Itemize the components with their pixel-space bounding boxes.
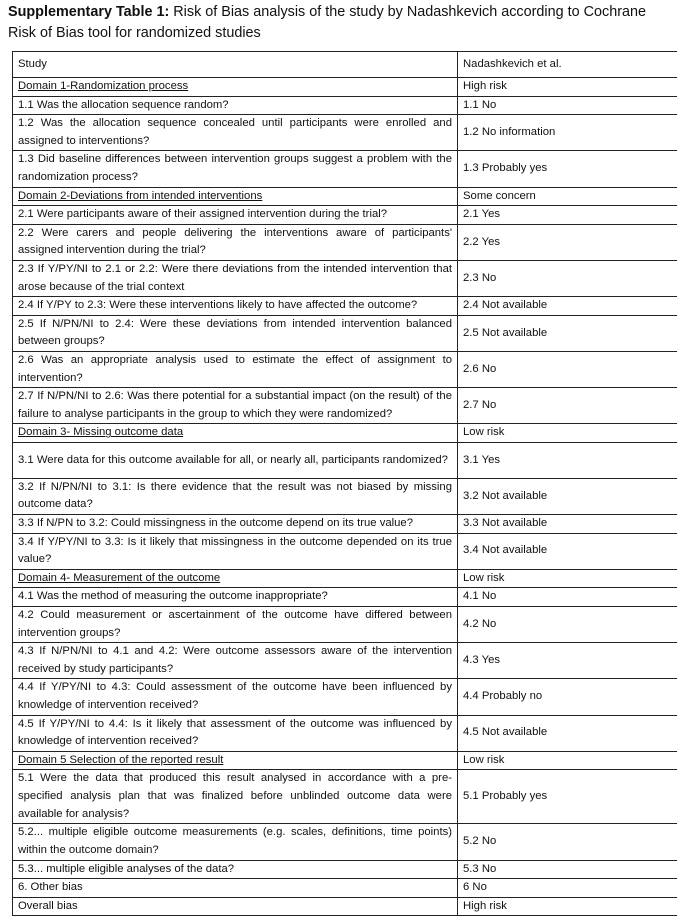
table-row bbox=[13, 588, 677, 607]
table-row bbox=[13, 897, 677, 916]
table-row bbox=[13, 515, 677, 534]
question-cell: 6. Other bias bbox=[13, 879, 458, 898]
table-row bbox=[13, 151, 677, 187]
table-header-row bbox=[13, 52, 677, 78]
header-author: Nadashkevich et al. bbox=[458, 52, 677, 78]
domain-title: Domain 5 Selection of the reported result bbox=[18, 753, 224, 766]
question-cell: Overall bias bbox=[13, 897, 458, 916]
domain-row bbox=[13, 187, 677, 206]
answer-cell: 4.2 No bbox=[458, 607, 677, 643]
table-row bbox=[13, 442, 677, 478]
answer-cell: 2.5 Not available bbox=[458, 315, 677, 351]
domain-title: Domain 1-Randomization process bbox=[18, 80, 189, 92]
table-row bbox=[13, 679, 677, 715]
table-row bbox=[13, 607, 677, 643]
question-cell: 3.3 If N/PN to 3.2: Could missingness in the outcome depend on its true value? bbox=[13, 515, 458, 534]
answer-cell: 2.4 Not available bbox=[458, 297, 677, 316]
table-row bbox=[13, 260, 677, 296]
question-cell: 2.4 If Y/PY to 2.3: Were these interventions likely to have affected the outcome? bbox=[13, 297, 458, 316]
answer-cell: 4.1 No bbox=[458, 588, 677, 607]
table-row bbox=[13, 351, 677, 387]
domain-title: Domain 3- Missing outcome data bbox=[18, 426, 184, 439]
question-cell: 2.1 Were participants aware of their assigned intervention during the trial? bbox=[13, 206, 458, 225]
caption-text: Risk of Bias analysis of the study by Nadashkevich according to Cochrane Risk of Bias tool for randomized studies bbox=[8, 4, 647, 41]
question-cell: 1.2 Was the allocation sequence concealed until participants were enrolled and assigned to interventions? bbox=[13, 115, 458, 151]
answer-cell: 1.2 No information bbox=[458, 115, 677, 151]
question-cell: 2.2 Were carers and people delivering the interventions aware of participants' assigned intervention during the trial? bbox=[13, 224, 458, 260]
answer-cell: 3.1 Yes bbox=[458, 442, 677, 478]
answer-cell: 5.1 Probably yes bbox=[458, 770, 677, 824]
domain-judgement: Low risk bbox=[458, 751, 677, 770]
answer-cell: 4.3 Yes bbox=[458, 643, 677, 679]
domain-judgement: Low risk bbox=[458, 569, 677, 588]
question-cell: 2.5 If N/PN/NI to 2.4: Were these deviations from intended intervention balanced between groups? bbox=[13, 315, 458, 351]
answer-cell: 5.2 No bbox=[458, 824, 677, 860]
question-cell: 4.1 Was the method of measuring the outcome inappropriate? bbox=[13, 588, 458, 607]
question-cell: 4.5 If Y/PY/NI to 4.4: Is it likely that assessment of the outcome was influenced by knowledge of intervention received? bbox=[13, 715, 458, 751]
answer-cell: 2.1 Yes bbox=[458, 206, 677, 225]
table-row bbox=[13, 715, 677, 751]
question-cell: 2.7 If N/PN/NI to 2.6: Was there potential for a substantial impact (on the result) of the failure to analyse participants in the group to which they were randomized? bbox=[13, 388, 458, 424]
domain-judgement: High risk bbox=[458, 78, 677, 97]
table-row bbox=[13, 860, 677, 879]
answer-cell: 6 No bbox=[458, 879, 677, 898]
question-cell: 5.1 Were the data that produced this result analysed in accordance with a pre-specified analysis plan that was finalized before unblinded outcome data were available for analysis? bbox=[13, 770, 458, 824]
domain-title: Domain 4- Measurement of the outcome bbox=[18, 571, 221, 584]
answer-cell: 1.3 Probably yes bbox=[458, 151, 677, 187]
domain-row bbox=[13, 569, 677, 588]
table-row bbox=[13, 533, 677, 569]
table-row bbox=[13, 478, 677, 514]
domain-judgement: Some concern bbox=[458, 187, 677, 206]
answer-cell: 5.3 No bbox=[458, 860, 677, 879]
question-cell: 3.4 If Y/PY/NI to 3.3: Is it likely that missingness in the outcome depended on its true value? bbox=[13, 533, 458, 569]
domain-row bbox=[13, 751, 677, 770]
answer-cell: 3.4 Not available bbox=[458, 533, 677, 569]
table-row bbox=[13, 643, 677, 679]
table-row bbox=[13, 388, 677, 424]
question-cell: 3.1 Were data for this outcome available for all, or nearly all, participants randomized? bbox=[13, 442, 458, 478]
answer-cell: 2.2 Yes bbox=[458, 224, 677, 260]
table-caption bbox=[8, 2, 676, 44]
domain-row bbox=[13, 78, 677, 97]
question-cell: 3.2 If N/PN/NI to 3.1: Is there evidence that the result was not biased by missing outcome data? bbox=[13, 478, 458, 514]
answer-cell: 2.7 No bbox=[458, 388, 677, 424]
question-cell: 4.3 If N/PN/NI to 4.1 and 4.2: Were outcome assessors aware of the intervention received by study participants? bbox=[13, 643, 458, 679]
table-row bbox=[13, 879, 677, 898]
domain-title: Domain 2-Deviations from intended interventions bbox=[18, 189, 263, 202]
table-row bbox=[13, 297, 677, 316]
table-row bbox=[13, 224, 677, 260]
answer-cell: 1.1 No bbox=[458, 96, 677, 115]
answer-cell: High risk bbox=[458, 897, 677, 916]
question-cell: 4.4 If Y/PY/NI to 4.3: Could assessment of the outcome have been influenced by knowledge of intervention received? bbox=[13, 679, 458, 715]
table-row bbox=[13, 96, 677, 115]
table-row bbox=[13, 824, 677, 860]
table-row bbox=[13, 206, 677, 225]
answer-cell: 4.4 Probably no bbox=[458, 679, 677, 715]
table-row bbox=[13, 115, 677, 151]
header-study: Study bbox=[13, 52, 458, 78]
question-cell: 5.3... multiple eligible analyses of the data? bbox=[13, 860, 458, 879]
domain-row bbox=[13, 424, 677, 443]
question-cell: 1.3 Did baseline differences between intervention groups suggest a problem with the randomization process? bbox=[13, 151, 458, 187]
question-cell: 2.3 If Y/PY/NI to 2.1 or 2.2: Were there deviations from the intended intervention that arose because of the trial context bbox=[13, 260, 458, 296]
table-row bbox=[13, 770, 677, 824]
question-cell: 2.6 Was an appropriate analysis used to estimate the effect of assignment to intervention? bbox=[13, 351, 458, 387]
table-row bbox=[13, 315, 677, 351]
answer-cell: 3.2 Not available bbox=[458, 478, 677, 514]
question-cell: 5.2... multiple eligible outcome measurements (e.g. scales, definitions, time points) within the outcome domain? bbox=[13, 824, 458, 860]
question-cell: 4.2 Could measurement or ascertainment of the outcome have differed between intervention groups? bbox=[13, 607, 458, 643]
question-cell: 1.1 Was the allocation sequence random? bbox=[13, 96, 458, 115]
answer-cell: 2.3 No bbox=[458, 260, 677, 296]
answer-cell: 4.5 Not available bbox=[458, 715, 677, 751]
answer-cell: 3.3 Not available bbox=[458, 515, 677, 534]
answer-cell: 2.6 No bbox=[458, 351, 677, 387]
risk-of-bias-table bbox=[12, 51, 677, 916]
caption-label: Supplementary Table 1: bbox=[8, 4, 170, 20]
domain-judgement: Low risk bbox=[458, 424, 677, 443]
